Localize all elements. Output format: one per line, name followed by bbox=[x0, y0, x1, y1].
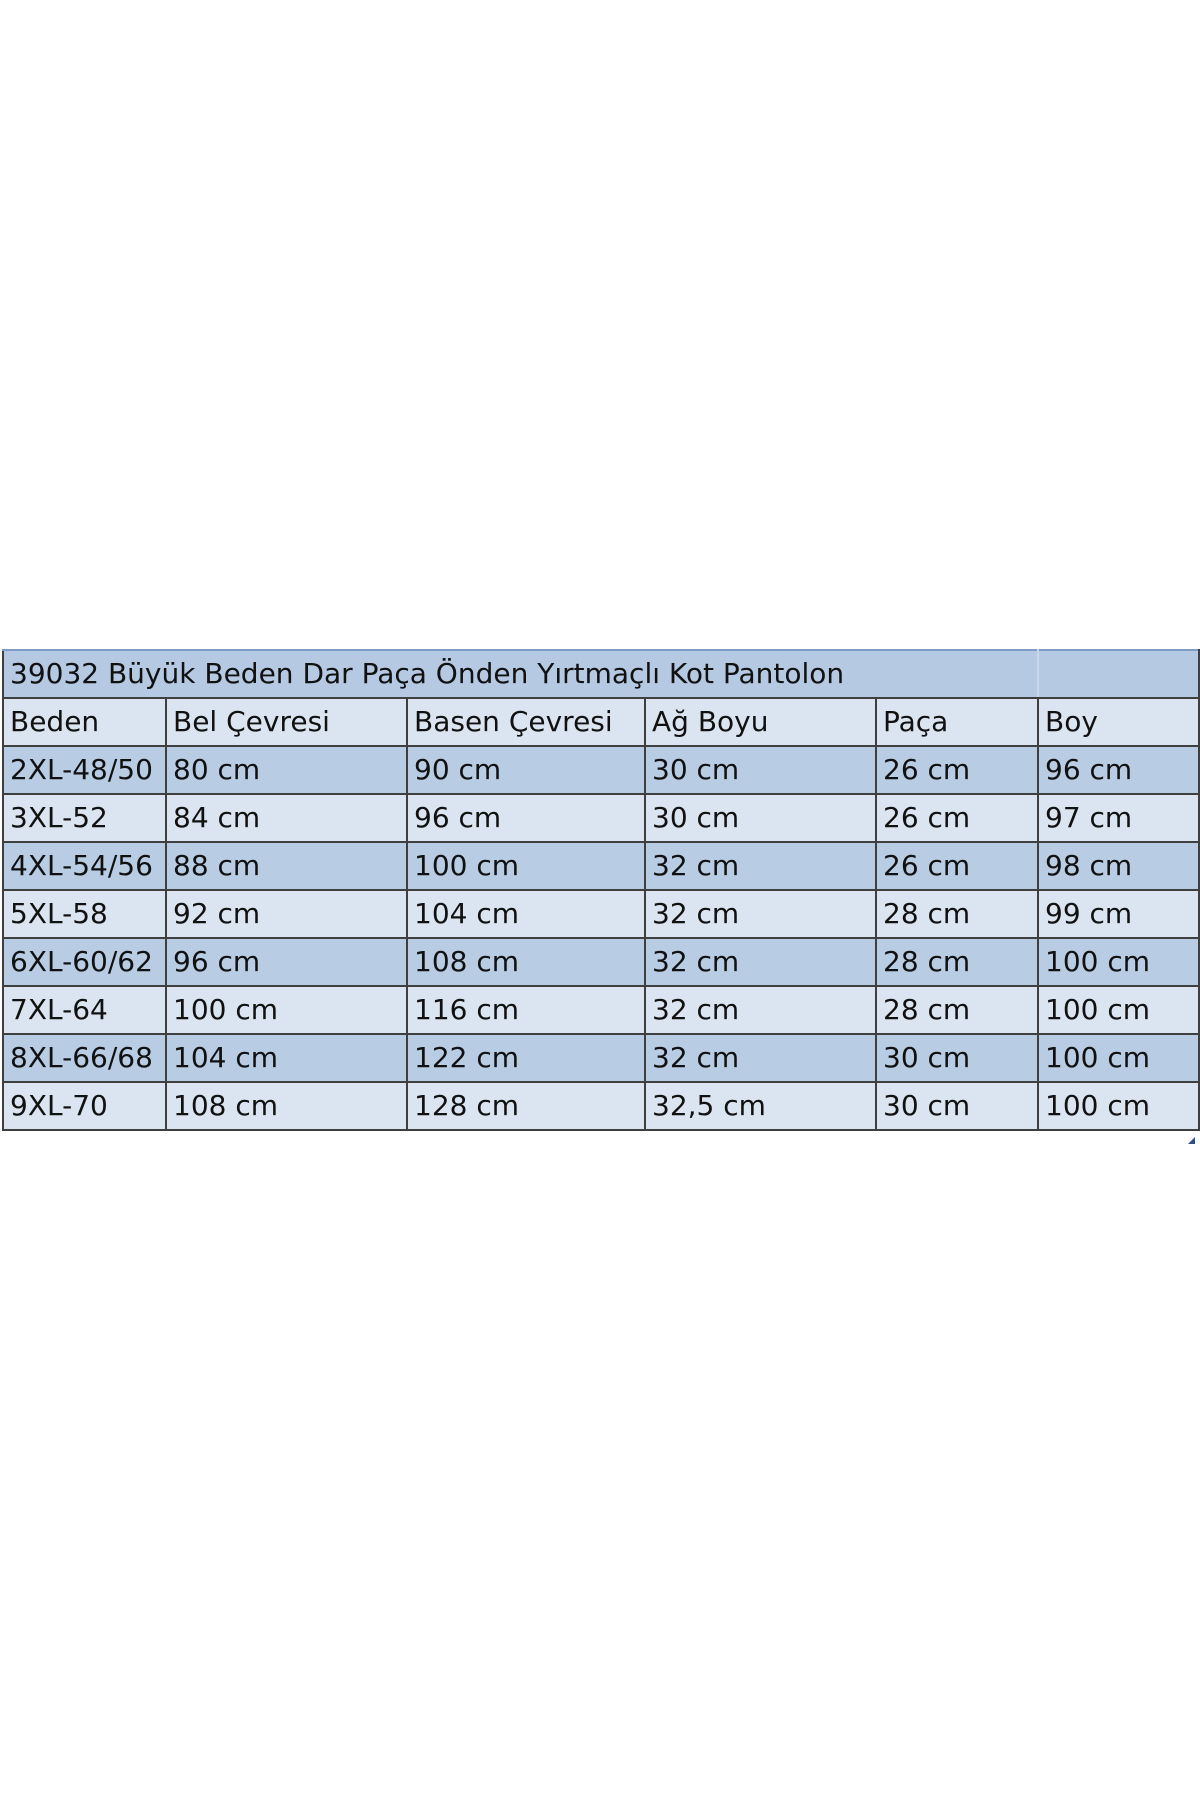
table-row bbox=[3, 890, 1199, 938]
table-row bbox=[3, 746, 1199, 794]
cell-basen-cevresi: 116 cm bbox=[407, 986, 645, 1034]
cell-boy: 100 cm bbox=[1038, 938, 1199, 986]
cell-beden: 5XL-58 bbox=[3, 890, 166, 938]
cell-ag-boyu: 32 cm bbox=[645, 842, 876, 890]
cell-paca: 30 cm bbox=[876, 1082, 1038, 1130]
cell-boy: 100 cm bbox=[1038, 986, 1199, 1034]
header-basen-cevresi: Basen Çevresi bbox=[407, 698, 645, 746]
table-title: 39032 Büyük Beden Dar Paça Önden Yırtmaçlı Kot Pantolon bbox=[3, 650, 1038, 698]
corner-fill-handle-icon bbox=[1188, 1137, 1195, 1144]
cell-beden: 9XL-70 bbox=[3, 1082, 166, 1130]
size-chart-table bbox=[2, 649, 1200, 1131]
cell-boy: 99 cm bbox=[1038, 890, 1199, 938]
cell-bel-cevresi: 96 cm bbox=[166, 938, 407, 986]
header-ag-boyu: Ağ Boyu bbox=[645, 698, 876, 746]
cell-beden: 7XL-64 bbox=[3, 986, 166, 1034]
cell-beden: 6XL-60/62 bbox=[3, 938, 166, 986]
table-row bbox=[3, 842, 1199, 890]
header-bel-cevresi: Bel Çevresi bbox=[166, 698, 407, 746]
table-row bbox=[3, 986, 1199, 1034]
cell-bel-cevresi: 100 cm bbox=[166, 986, 407, 1034]
table-row bbox=[3, 1082, 1199, 1130]
cell-ag-boyu: 30 cm bbox=[645, 746, 876, 794]
cell-basen-cevresi: 100 cm bbox=[407, 842, 645, 890]
cell-boy: 98 cm bbox=[1038, 842, 1199, 890]
cell-ag-boyu: 32 cm bbox=[645, 1034, 876, 1082]
cell-basen-cevresi: 104 cm bbox=[407, 890, 645, 938]
title-empty-cell bbox=[1038, 650, 1199, 698]
cell-boy: 96 cm bbox=[1038, 746, 1199, 794]
cell-bel-cevresi: 84 cm bbox=[166, 794, 407, 842]
header-row bbox=[3, 698, 1199, 746]
cell-bel-cevresi: 88 cm bbox=[166, 842, 407, 890]
table-row bbox=[3, 1034, 1199, 1082]
cell-ag-boyu: 32 cm bbox=[645, 938, 876, 986]
table-row bbox=[3, 938, 1199, 986]
cell-basen-cevresi: 96 cm bbox=[407, 794, 645, 842]
cell-bel-cevresi: 92 cm bbox=[166, 890, 407, 938]
title-row bbox=[3, 650, 1199, 698]
cell-boy: 97 cm bbox=[1038, 794, 1199, 842]
cell-beden: 3XL-52 bbox=[3, 794, 166, 842]
cell-beden: 8XL-66/68 bbox=[3, 1034, 166, 1082]
cell-paca: 28 cm bbox=[876, 938, 1038, 986]
header-boy: Boy bbox=[1038, 698, 1199, 746]
cell-boy: 100 cm bbox=[1038, 1082, 1199, 1130]
cell-paca: 26 cm bbox=[876, 746, 1038, 794]
cell-basen-cevresi: 90 cm bbox=[407, 746, 645, 794]
cell-basen-cevresi: 108 cm bbox=[407, 938, 645, 986]
cell-bel-cevresi: 80 cm bbox=[166, 746, 407, 794]
cell-paca: 26 cm bbox=[876, 842, 1038, 890]
header-beden: Beden bbox=[3, 698, 166, 746]
header-paca: Paça bbox=[876, 698, 1038, 746]
cell-boy: 100 cm bbox=[1038, 1034, 1199, 1082]
cell-ag-boyu: 32 cm bbox=[645, 890, 876, 938]
cell-bel-cevresi: 108 cm bbox=[166, 1082, 407, 1130]
cell-basen-cevresi: 122 cm bbox=[407, 1034, 645, 1082]
cell-bel-cevresi: 104 cm bbox=[166, 1034, 407, 1082]
cell-paca: 26 cm bbox=[876, 794, 1038, 842]
cell-beden: 4XL-54/56 bbox=[3, 842, 166, 890]
cell-ag-boyu: 32,5 cm bbox=[645, 1082, 876, 1130]
table-row bbox=[3, 794, 1199, 842]
cell-beden: 2XL-48/50 bbox=[3, 746, 166, 794]
cell-ag-boyu: 30 cm bbox=[645, 794, 876, 842]
cell-basen-cevresi: 128 cm bbox=[407, 1082, 645, 1130]
cell-paca: 30 cm bbox=[876, 1034, 1038, 1082]
cell-paca: 28 cm bbox=[876, 890, 1038, 938]
cell-paca: 28 cm bbox=[876, 986, 1038, 1034]
cell-ag-boyu: 32 cm bbox=[645, 986, 876, 1034]
